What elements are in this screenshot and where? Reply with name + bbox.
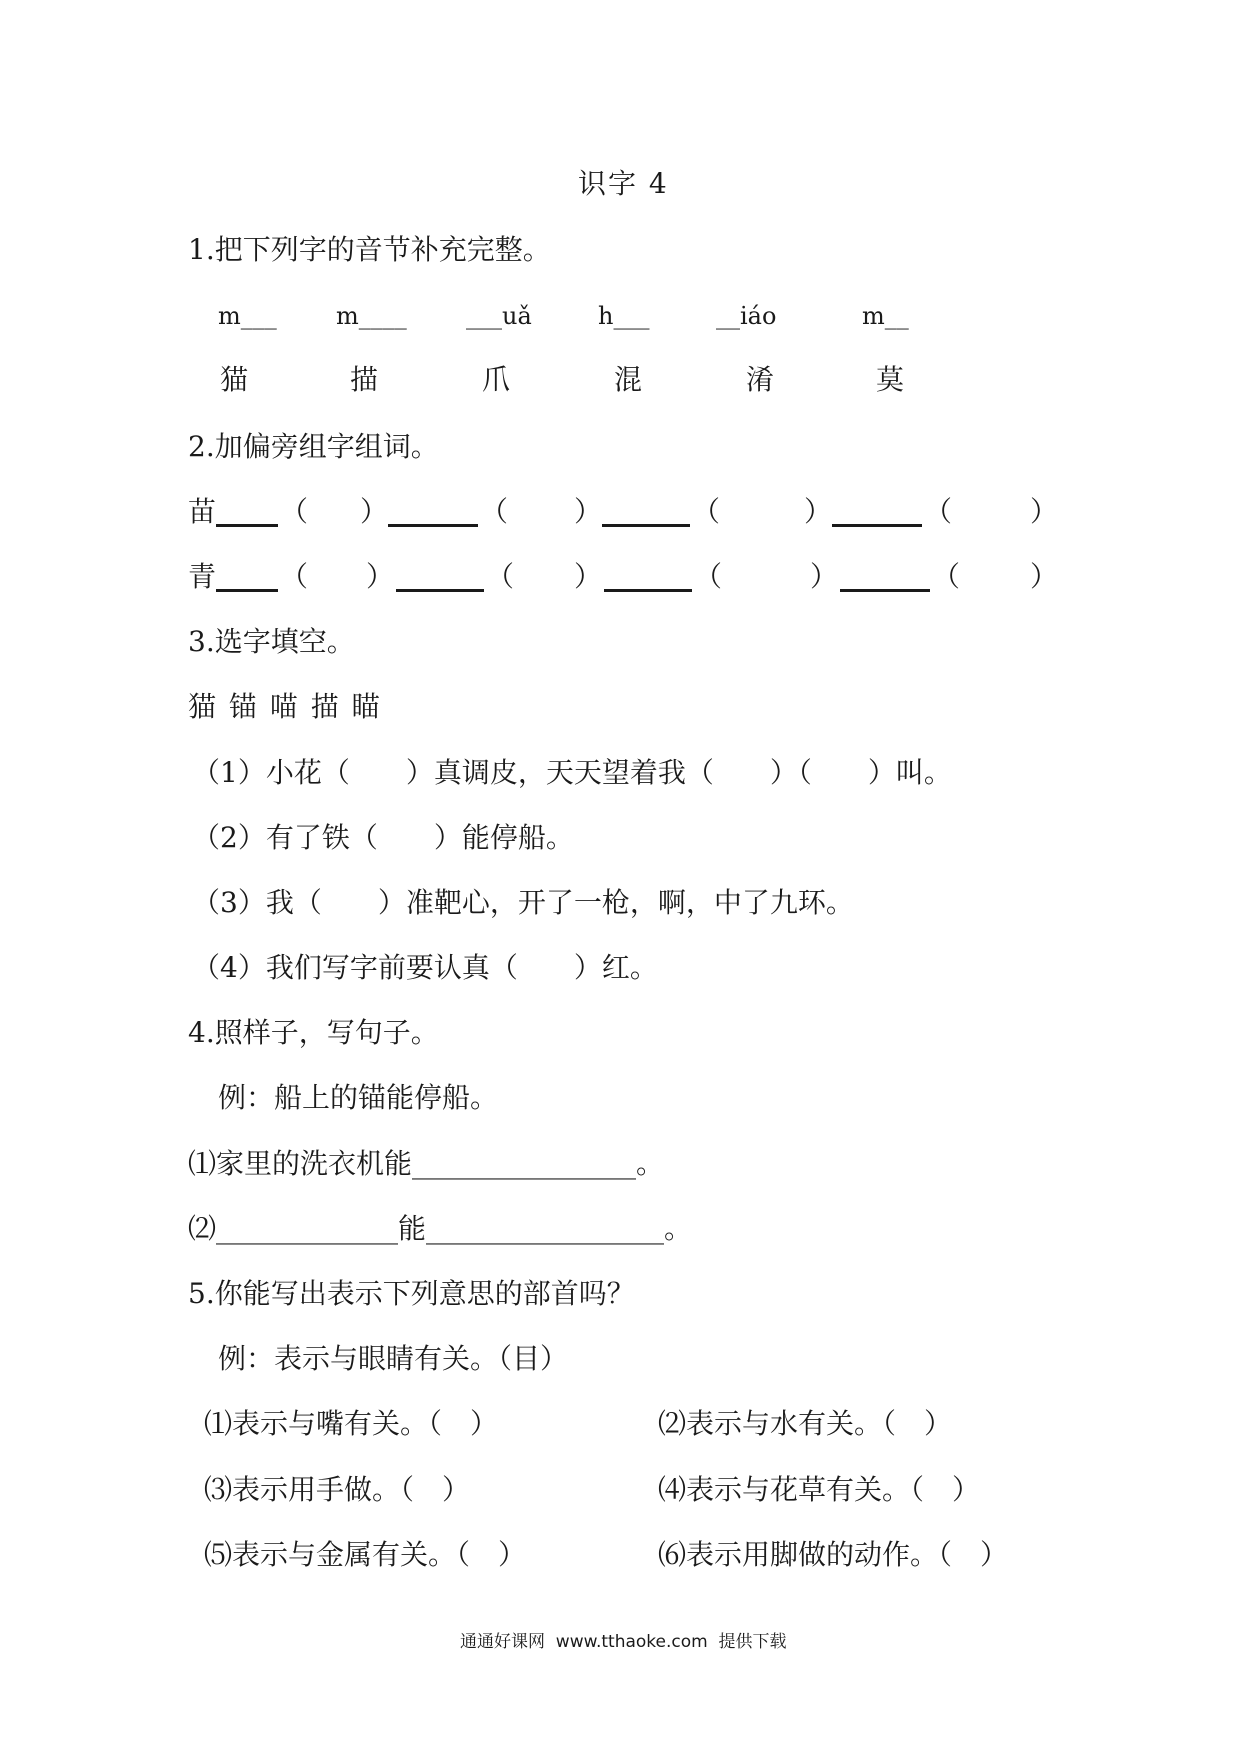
- q2-row2-blank-1[interactable]: [216, 589, 278, 592]
- q3-item-2: （2）有了铁（ ）能停船。: [192, 821, 574, 854]
- q1-char-4: 混: [614, 363, 643, 396]
- q2-row2-blank-4[interactable]: [840, 589, 930, 592]
- q1-pinyin-6: m__: [862, 302, 909, 330]
- q2-row2-base: 青: [188, 560, 217, 593]
- q3-item-4: （4）我们写字前要认真（ ）红。: [192, 951, 658, 984]
- q4-prompt: 4.照样子，写句子。: [188, 1016, 439, 1049]
- q3-item-3: （3）我（ ）准靶心，开了一枪，啊，中了九环。: [192, 886, 854, 919]
- q2-row1-blank-3[interactable]: [602, 524, 690, 527]
- q2-row1-open-2: （: [480, 495, 509, 528]
- q2-row1-open-3: （: [692, 495, 721, 528]
- q4-example: 例：船上的锚能停船。: [218, 1081, 499, 1114]
- q5-item-1: ⑴表示与嘴有关。（ ）: [204, 1407, 499, 1440]
- q1-pinyin-1: m___: [218, 302, 277, 330]
- q2-row2-close-1: ）: [366, 560, 395, 593]
- q2-row2-blank-3[interactable]: [604, 589, 692, 592]
- q5-item-6: ⑹表示用脚做的动作。（ ）: [658, 1538, 1009, 1571]
- q2-prompt: 2.加偏旁组字组词。: [188, 430, 439, 463]
- q1-pinyin-4: h___: [598, 302, 650, 330]
- q1-char-6: 莫: [876, 363, 905, 396]
- q2-row1-blank-4[interactable]: [832, 524, 922, 527]
- q1-char-1: 猫: [220, 363, 249, 396]
- q4-item-2: ⑵_____________能_________________。: [188, 1212, 693, 1245]
- q2-row1-open-1: （: [280, 495, 309, 528]
- q3-options: 猫 锚 喵 描 瞄: [188, 690, 380, 723]
- q2-row1-close-3: ）: [804, 495, 833, 528]
- q2-row2-close-3: ）: [810, 560, 839, 593]
- q4-item-1: ⑴家里的洗衣机能________________。: [188, 1147, 665, 1180]
- q2-row2-close-4: ）: [1030, 560, 1059, 593]
- q2-row2-open-4: （: [932, 560, 961, 593]
- q2-row1-blank-1[interactable]: [216, 524, 278, 527]
- q3-prompt: 3.选字填空。: [188, 625, 355, 658]
- q5-example: 例：表示与眼睛有关。（目）: [218, 1342, 569, 1375]
- q2-row1-close-2: ）: [574, 495, 603, 528]
- q2-row2-open-1: （: [280, 560, 309, 593]
- q2-row1-close-4: ）: [1030, 495, 1059, 528]
- q1-char-3: 爪: [482, 363, 511, 396]
- q2-row2-open-3: （: [694, 560, 723, 593]
- q2-row1-blank-2[interactable]: [388, 524, 478, 527]
- q5-prompt: 5.你能写出表示下列意思的部首吗？: [188, 1277, 635, 1310]
- page-title: 识字 4: [578, 167, 669, 200]
- q1-char-5: 淆: [746, 363, 775, 396]
- q1-pinyin-3: ___uǎ: [466, 302, 532, 330]
- q2-row2-blank-2[interactable]: [396, 589, 484, 592]
- q5-item-2: ⑵表示与水有关。（ ）: [658, 1407, 953, 1440]
- q2-row2-open-2: （: [486, 560, 515, 593]
- q5-item-5: ⑸表示与金属有关。（ ）: [204, 1538, 527, 1571]
- q1-pinyin-2: m____: [336, 302, 407, 330]
- q2-row1-close-1: ）: [360, 495, 389, 528]
- q3-item-1: （1）小花（ ）真调皮，天天望着我（ ）（ ）叫。: [192, 756, 952, 789]
- q1-prompt: 1.把下列字的音节补充完整。: [188, 233, 551, 266]
- q2-row1-base: 苗: [188, 495, 217, 528]
- q2-row2-close-2: ）: [574, 560, 603, 593]
- q1-char-2: 描: [350, 363, 379, 396]
- q5-item-3: ⑶表示用手做。（ ）: [204, 1473, 471, 1506]
- q2-row1-open-4: （: [924, 495, 953, 528]
- q1-pinyin-5: __iáo: [716, 302, 777, 330]
- q5-item-4: ⑷表示与花草有关。（ ）: [658, 1473, 981, 1506]
- footer-source: 通通好课网 www.tthaoke.com 提供下载: [460, 1632, 787, 1652]
